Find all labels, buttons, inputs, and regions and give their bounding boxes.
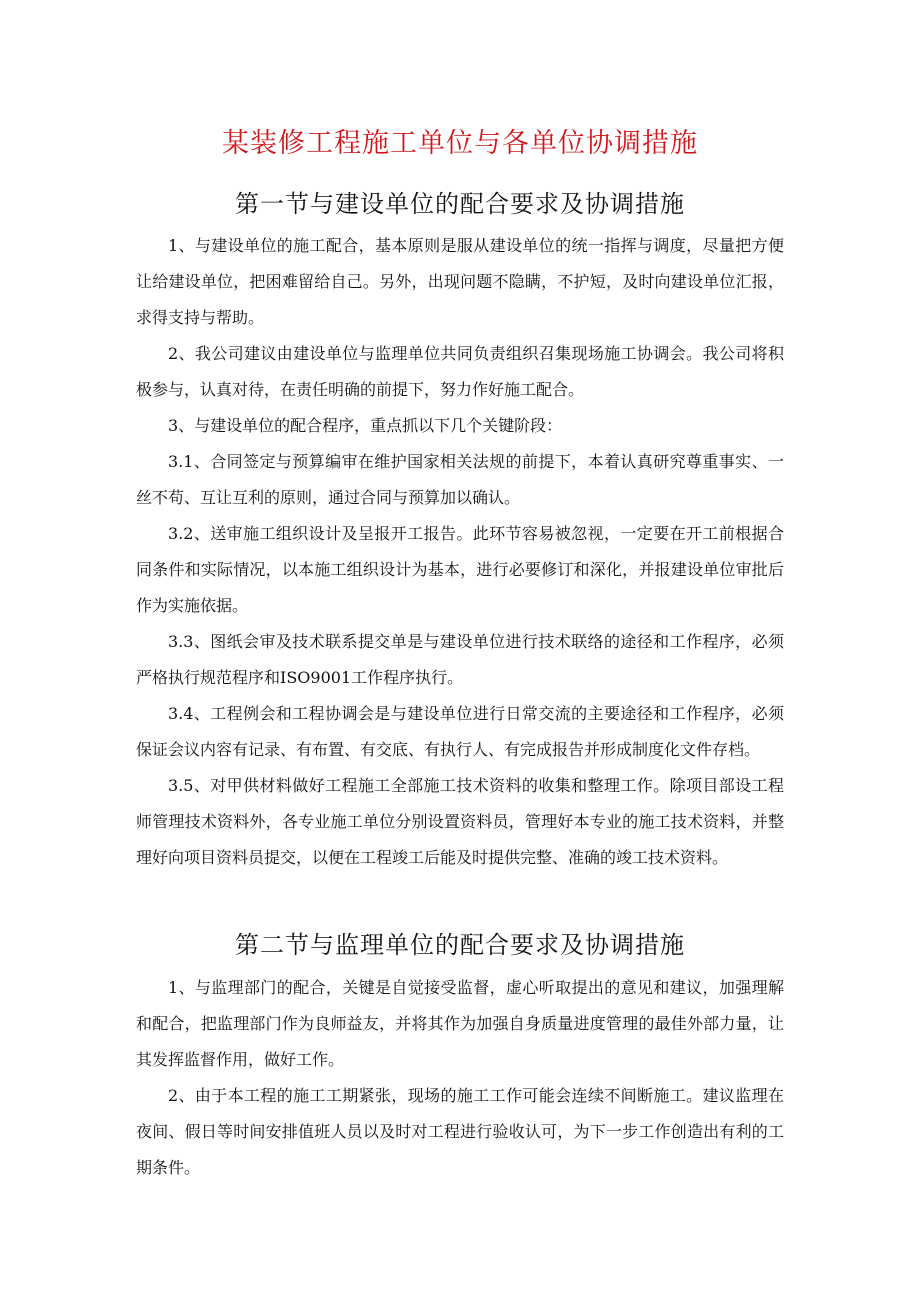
paragraph: 3.5、对甲供材料做好工程施工全部施工技术资料的收集和整理工作。除项目部设工程师管理技术资料外，各专业施工单位分别设置资料员，管理好本专业的施工技术资料，并整理好向项目资料员提交，以便在工程竣工后能及时提供完整、准确的竣工技术资料。 xyxy=(136,776,784,867)
section-heading-1: 第一节与建设单位的配合要求及协调措施 xyxy=(235,190,685,218)
paragraph: 3.2、送审施工组织设计及呈报开工报告。此环节容易被忽视，一定要在开工前根据合同条件和实际情况，以本施工组织设计为基本，进行必要修订和深化，并报建设单位审批后作为实施依据。 xyxy=(136,524,784,615)
paragraph: 3.1、合同签定与预算编审在维护国家相关法规的前提下，本着认真研究尊重事实、一丝不苟、互让互利的原则，通过合同与预算加以确认。 xyxy=(136,452,784,507)
paragraph: 1、与监理部门的配合，关键是自觉接受监督，虚心听取提出的意见和建议，加强理解和配合，把监理部门作为良师益友，并将其作为加强自身质量进度管理的最佳外部力量，让其发挥监督作用，做好工作。 xyxy=(136,978,784,1069)
paragraph: 3.3、图纸会审及技术联系提交单是与建设单位进行技术联络的途径和工作程序，必须严格执行规范程序和ISO9001工作程序执行。 xyxy=(136,632,784,687)
section-body-2 xyxy=(136,970,784,1186)
section-heading-2: 第二节与监理单位的配合要求及协调措施 xyxy=(235,931,685,959)
paragraph: 3.4、工程例会和工程协调会是与建设单位进行日常交流的主要途径和工作程序，必须保证会议内容有记录、有布置、有交底、有执行人、有完成报告并形成制度化文件存档。 xyxy=(136,704,784,759)
paragraph: 2、由于本工程的施工工期紧张，现场的施工工作可能会连续不间断施工。建议监理在夜间、假日等时间安排值班人员以及时对工程进行验收认可，为下一步工作创造出有利的工期条件。 xyxy=(136,1086,784,1177)
section-body-1 xyxy=(136,228,784,876)
paragraph: 1、与建设单位的施工配合，基本原则是服从建设单位的统一指挥与调度，尽量把方便让给建设单位，把困难留给自己。另外，出现问题不隐瞒，不护短，及时向建设单位汇报，求得支持与帮助。 xyxy=(136,236,784,327)
paragraph: 3、与建设单位的配合程序，重点抓以下几个关键阶段： xyxy=(168,416,563,435)
document-title: 某装修工程施工单位与各单位协调措施 xyxy=(222,128,698,159)
paragraph: 2、我公司建议由建设单位与监理单位共同负责组织召集现场施工协调会。我公司将积极参与，认真对待，在责任明确的前提下，努力作好施工配合。 xyxy=(136,344,784,399)
